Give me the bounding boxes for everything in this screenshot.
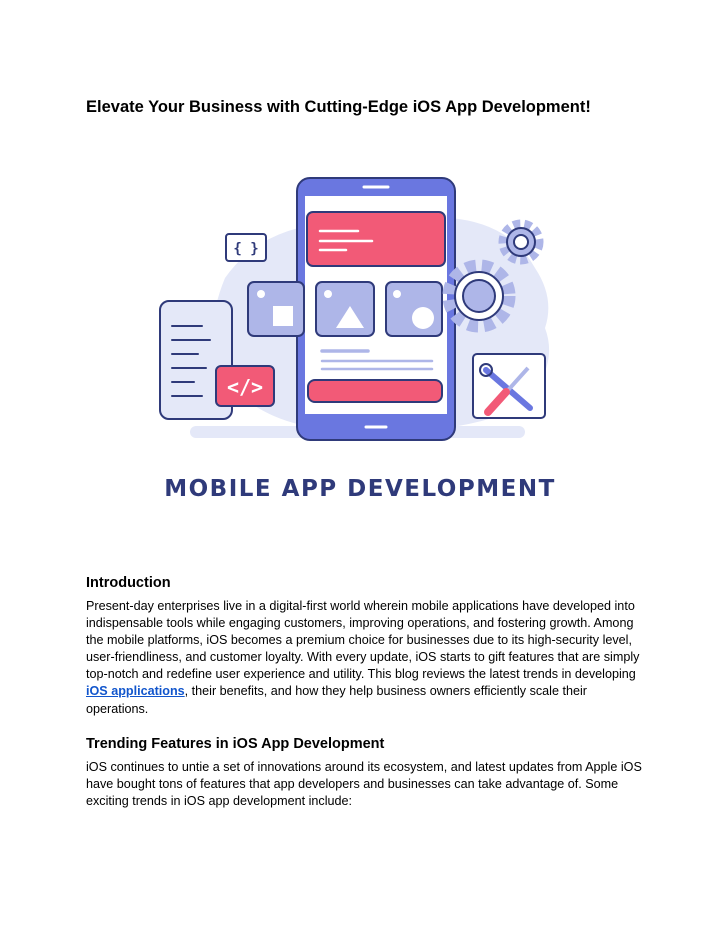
trending-heading: Trending Features in iOS App Development	[86, 736, 385, 752]
intro-text-after: , their benefits, and how they help business owners efficiently scale their operations.	[86, 684, 587, 716]
code-icon	[216, 366, 274, 406]
hero-caption: MOBILE APP DEVELOPMENT	[164, 476, 556, 502]
code-glyph: </>	[226, 375, 264, 399]
intro-paragraph	[86, 598, 646, 718]
braces-glyph: { }	[233, 241, 259, 257]
intro-heading: Introduction	[86, 575, 171, 591]
wrench-icon	[473, 354, 545, 418]
braces-icon	[226, 234, 266, 261]
hero-illustration	[150, 168, 570, 508]
ios-applications-link[interactable]: iOS applications	[86, 684, 185, 699]
image-card-square	[248, 282, 304, 336]
trending-paragraph: iOS continues to untie a set of innovations around its ecosystem, and latest updates from Apple iOS have bought tons of features that app developers and businesses can take advantage of. Some exciting trends in iOS app development include:	[86, 760, 642, 809]
gear-icon	[449, 266, 509, 326]
image-card-triangle	[316, 282, 374, 336]
page-title: Elevate Your Business with Cutting-Edge iOS App Development!	[86, 98, 591, 116]
intro-text-before: Present-day enterprises live in a digital-first world wherein mobile applications have developed into indispensable tools while engaging customers, improving operations, and fostering growth. Among the mobile platforms, iOS becomes a premium choice for businesses due to its high-security level, user-friendliness, and customer loyalty. With every update, iOS starts to gift features that are simply top-notch and redefine user experience and utility. This blog reviews the latest trends in developing	[86, 599, 640, 682]
image-card-circle	[386, 282, 442, 336]
